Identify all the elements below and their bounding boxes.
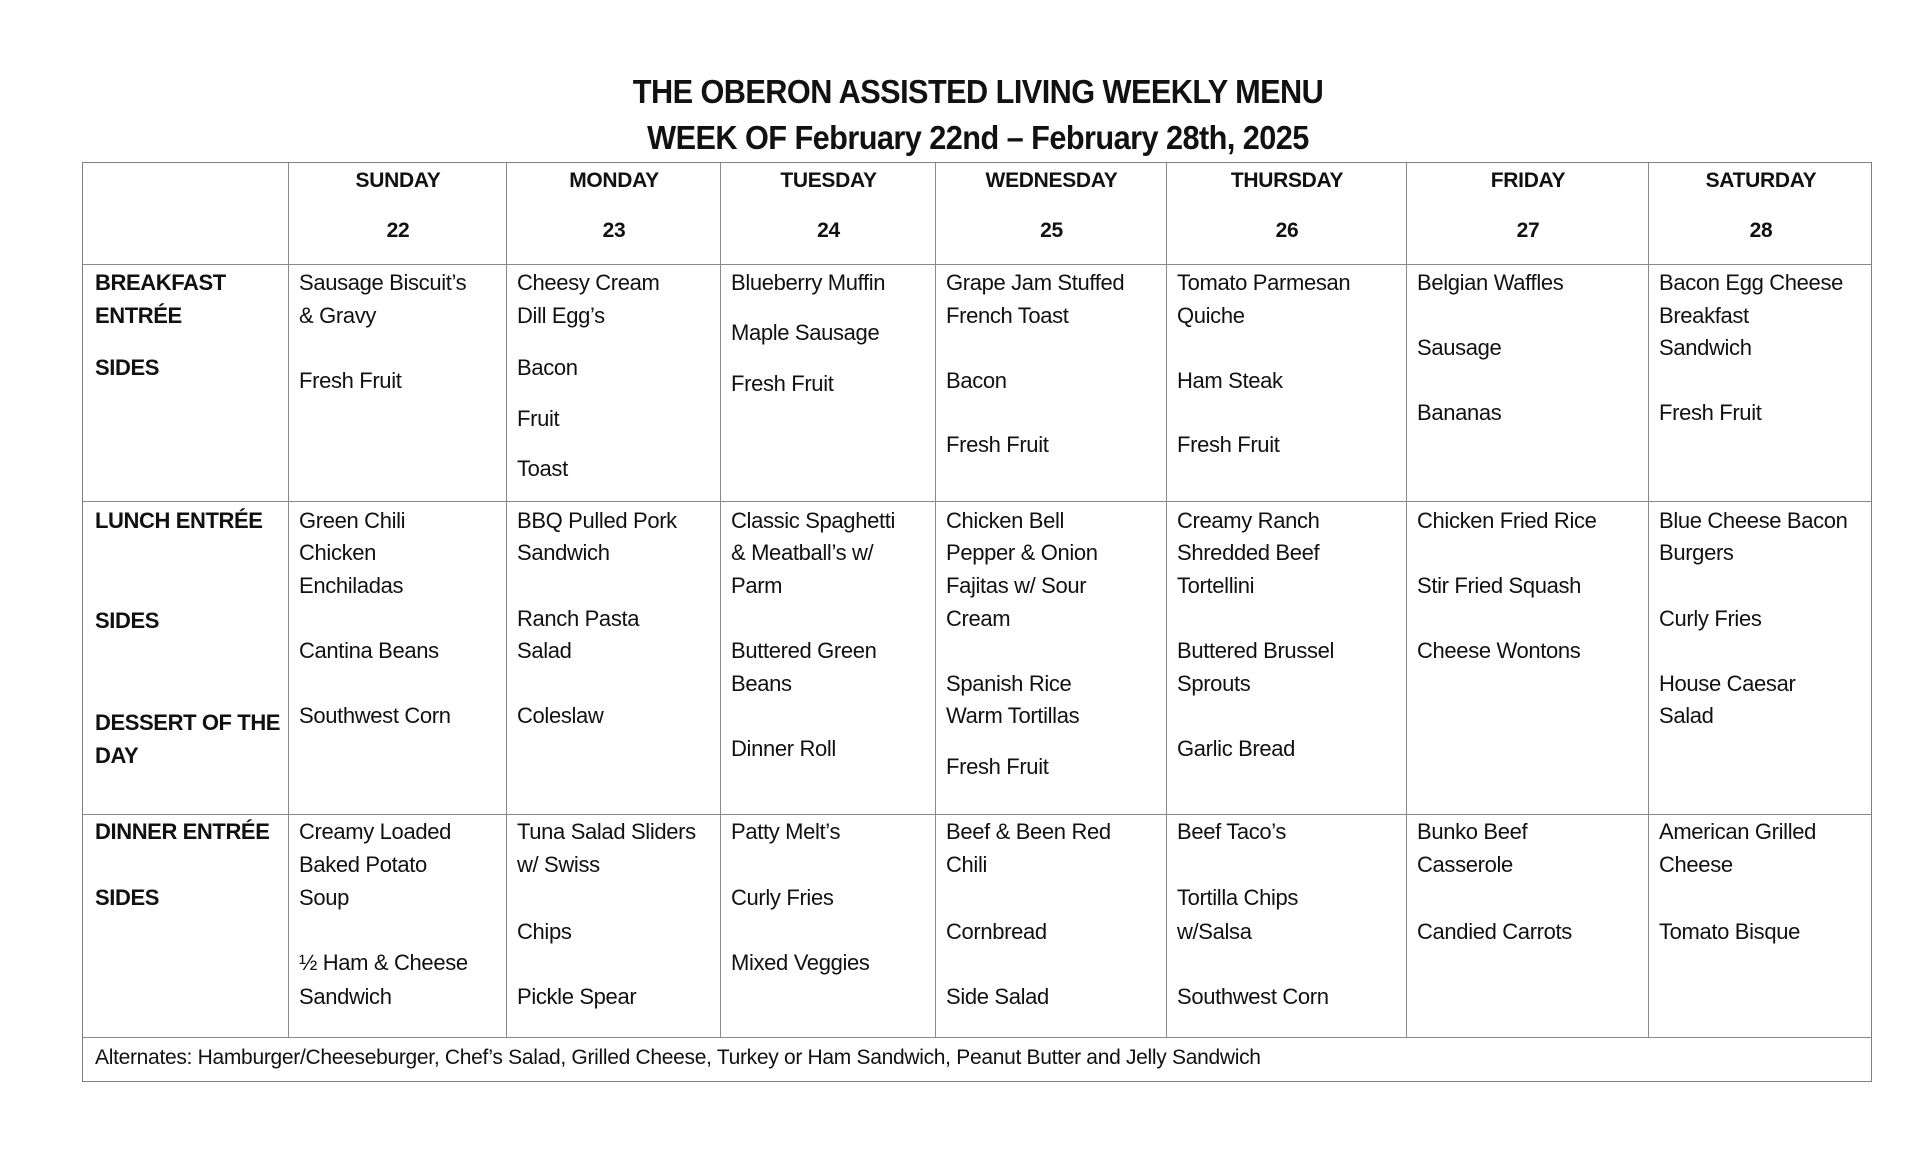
breakfast-menu-item: Bacon Egg Cheese [1659, 270, 1843, 295]
day-name-saturday: SATURDAY [1705, 169, 1817, 192]
lunch-menu-item: Stir Fried Squash [1417, 573, 1582, 598]
lunch-menu-item: Beans [731, 671, 792, 696]
breakfast-menu-item: Sausage Biscuit’s [299, 270, 467, 295]
dinner-menu-item: Creamy Loaded [299, 819, 451, 844]
lunch-menu-item: Southwest Corn [299, 703, 451, 728]
dinner-menu-item: Chili [946, 852, 988, 877]
dinner-menu-item: Tuna Salad Sliders [517, 819, 696, 844]
lunch-menu-item: Dinner Roll [731, 736, 836, 761]
breakfast-menu-item: Breakfast [1659, 303, 1749, 328]
week-subtitle: WEEK OF February 22nd – February 28th, 2025 [647, 119, 1309, 156]
dinner-menu-item: Side Salad [946, 984, 1049, 1009]
lunch-menu-item: Green Chili [299, 508, 406, 533]
breakfast-menu-item: Belgian Waffles [1417, 270, 1564, 295]
dinner-menu-item: Curly Fries [731, 885, 834, 910]
day-date: 27 [1516, 219, 1540, 242]
lunch-row-label: LUNCH ENTRÉE [95, 508, 263, 533]
column-divider [1166, 163, 1167, 1037]
dinner-menu-item: Tomato Bisque [1659, 919, 1800, 944]
lunch-menu-item: Fajitas w/ Sour [946, 573, 1087, 598]
dinner-menu-item: w/Salsa [1177, 919, 1252, 944]
alternates-note: Alternates: Hamburger/Cheeseburger, Chef’s Salad, Grilled Cheese, Turkey or Ham Sandwich, Peanut Butter and Jelly Sandwich [95, 1046, 1261, 1069]
day-date: 25 [1040, 219, 1063, 242]
lunch-row-label: DESSERT OF THE [95, 710, 281, 735]
lunch-menu-item: & Meatball’s w/ [731, 540, 874, 565]
lunch-row-label: DAY [95, 743, 139, 768]
breakfast-menu-item: Cheesy Cream [517, 270, 660, 295]
day-date: 24 [817, 219, 840, 242]
lunch-menu-item: Salad [1659, 703, 1714, 728]
breakfast-menu-item: Bacon [946, 368, 1007, 393]
lunch-menu-item: Cream [946, 606, 1011, 631]
row-divider [83, 501, 1871, 502]
breakfast-menu-item: Grape Jam Stuffed [946, 270, 1125, 295]
column-divider [1648, 163, 1649, 1037]
lunch-menu-item: Shredded Beef [1177, 540, 1320, 565]
dinner-menu-item: Pickle Spear [517, 984, 637, 1009]
lunch-menu-item: Sprouts [1177, 671, 1251, 696]
dinner-menu-item: Bunko Beef [1417, 819, 1528, 844]
dinner-menu-item: Sandwich [299, 984, 392, 1009]
dinner-menu-item: ½ Ham & Cheese [299, 950, 468, 975]
lunch-menu-item: Blue Cheese Bacon [1659, 508, 1848, 533]
day-name-friday: FRIDAY [1490, 169, 1566, 192]
lunch-menu-item: Chicken Fried Rice [1417, 508, 1597, 533]
lunch-menu-item: Spanish Rice [946, 671, 1072, 696]
lunch-menu-item: Cantina Beans [299, 638, 439, 663]
dinner-menu-item: Mixed Veggies [731, 950, 870, 975]
lunch-menu-item: Cheese Wontons [1417, 638, 1581, 663]
day-name-tuesday: TUESDAY [780, 169, 877, 192]
dinner-row-label: SIDES [95, 885, 160, 910]
breakfast-menu-item: Fresh Fruit [1177, 432, 1280, 457]
menu-title: THE OBERON ASSISTED LIVING WEEKLY MENU [632, 73, 1324, 110]
lunch-menu-item: Chicken [299, 540, 377, 565]
lunch-menu-item: Pepper & Onion [946, 540, 1098, 565]
column-divider [720, 163, 721, 1037]
dinner-menu-item: Soup [299, 885, 349, 910]
lunch-menu-item: Buttered Green [731, 638, 877, 663]
breakfast-menu-item: Dill Egg’s [517, 303, 605, 328]
breakfast-menu-item: Bacon [517, 355, 578, 380]
dinner-menu-item: Cornbread [946, 919, 1047, 944]
breakfast-menu-item: Fresh Fruit [299, 368, 402, 393]
day-date: 26 [1275, 219, 1299, 242]
lunch-menu-item: Warm Tortillas [946, 703, 1080, 728]
lunch-menu-item: Tortellini [1177, 573, 1255, 598]
day-date: 28 [1749, 219, 1773, 242]
row-divider [83, 1037, 1871, 1038]
lunch-row-label: SIDES [95, 608, 160, 633]
day-name-sunday: SUNDAY [355, 169, 441, 192]
breakfast-menu-item: Fresh Fruit [731, 371, 834, 396]
breakfast-menu-item: French Toast [946, 303, 1069, 328]
breakfast-menu-item: Fresh Fruit [1659, 400, 1762, 425]
dinner-menu-item: Candied Carrots [1417, 919, 1572, 944]
lunch-menu-item: Fresh Fruit [946, 754, 1049, 779]
dinner-menu-item: Chips [517, 919, 572, 944]
lunch-menu-item: Classic Spaghetti [731, 508, 896, 533]
breakfast-menu-item: Fresh Fruit [946, 432, 1049, 457]
dinner-menu-item: Beef & Been Red [946, 819, 1111, 844]
lunch-menu-item: Creamy Ranch [1177, 508, 1320, 533]
lunch-menu-item: Garlic Bread [1177, 736, 1296, 761]
breakfast-menu-item: Maple Sausage [731, 320, 880, 345]
day-date: 23 [602, 219, 626, 242]
lunch-menu-item: Ranch Pasta [517, 606, 640, 631]
lunch-menu-item: Buttered Brussel [1177, 638, 1335, 663]
dinner-menu-item: Casserole [1417, 852, 1513, 877]
dinner-menu-item: Cheese [1659, 852, 1733, 877]
dinner-menu-item: w/ Swiss [517, 852, 600, 877]
breakfast-menu-item: Blueberry Muffin [731, 270, 886, 295]
column-divider [935, 163, 936, 1037]
row-divider [83, 264, 1871, 265]
breakfast-menu-item: Sausage [1417, 335, 1502, 360]
lunch-menu-item: Enchiladas [299, 573, 404, 598]
dinner-menu-item: Patty Melt’s [731, 819, 841, 844]
breakfast-menu-item: Sandwich [1659, 335, 1752, 360]
breakfast-row-label: ENTRÉE [95, 303, 182, 328]
lunch-menu-item: Curly Fries [1659, 606, 1762, 631]
day-date: 22 [386, 219, 410, 242]
lunch-menu-item: Salad [517, 638, 572, 663]
dinner-menu-item: American Grilled [1659, 819, 1817, 844]
lunch-menu-item: Coleslaw [517, 703, 604, 728]
breakfast-menu-item: & Gravy [299, 303, 377, 328]
lunch-menu-item: Burgers [1659, 540, 1734, 565]
breakfast-menu-item: Tomato Parmesan [1177, 270, 1351, 295]
breakfast-menu-item: Toast [517, 456, 568, 481]
lunch-menu-item: Sandwich [517, 540, 610, 565]
day-name-wednesday: WEDNESDAY [985, 169, 1118, 192]
lunch-menu-item: BBQ Pulled Pork [517, 508, 677, 533]
breakfast-row-label: SIDES [95, 355, 160, 380]
dinner-menu-item: Tortilla Chips [1177, 885, 1299, 910]
dinner-menu-item: Baked Potato [299, 852, 427, 877]
breakfast-menu-item: Fruit [517, 406, 560, 431]
day-name-thursday: THURSDAY [1230, 169, 1344, 192]
breakfast-menu-item: Bananas [1417, 400, 1502, 425]
column-divider [506, 163, 507, 1037]
breakfast-row-label: BREAKFAST [95, 270, 226, 295]
lunch-menu-item: House Caesar [1659, 671, 1796, 696]
lunch-menu-item: Chicken Bell [946, 508, 1065, 533]
dinner-row-label: DINNER ENTRÉE [95, 819, 270, 844]
breakfast-menu-item: Ham Steak [1177, 368, 1283, 393]
breakfast-menu-item: Quiche [1177, 303, 1245, 328]
dinner-menu-item: Southwest Corn [1177, 984, 1329, 1009]
lunch-menu-item: Parm [731, 573, 783, 598]
weekly-menu-table [82, 162, 1872, 1082]
row-divider [83, 814, 1871, 815]
column-divider [1406, 163, 1407, 1037]
column-divider [288, 163, 289, 1037]
day-name-monday: MONDAY [569, 169, 659, 192]
dinner-menu-item: Beef Taco’s [1177, 819, 1287, 844]
